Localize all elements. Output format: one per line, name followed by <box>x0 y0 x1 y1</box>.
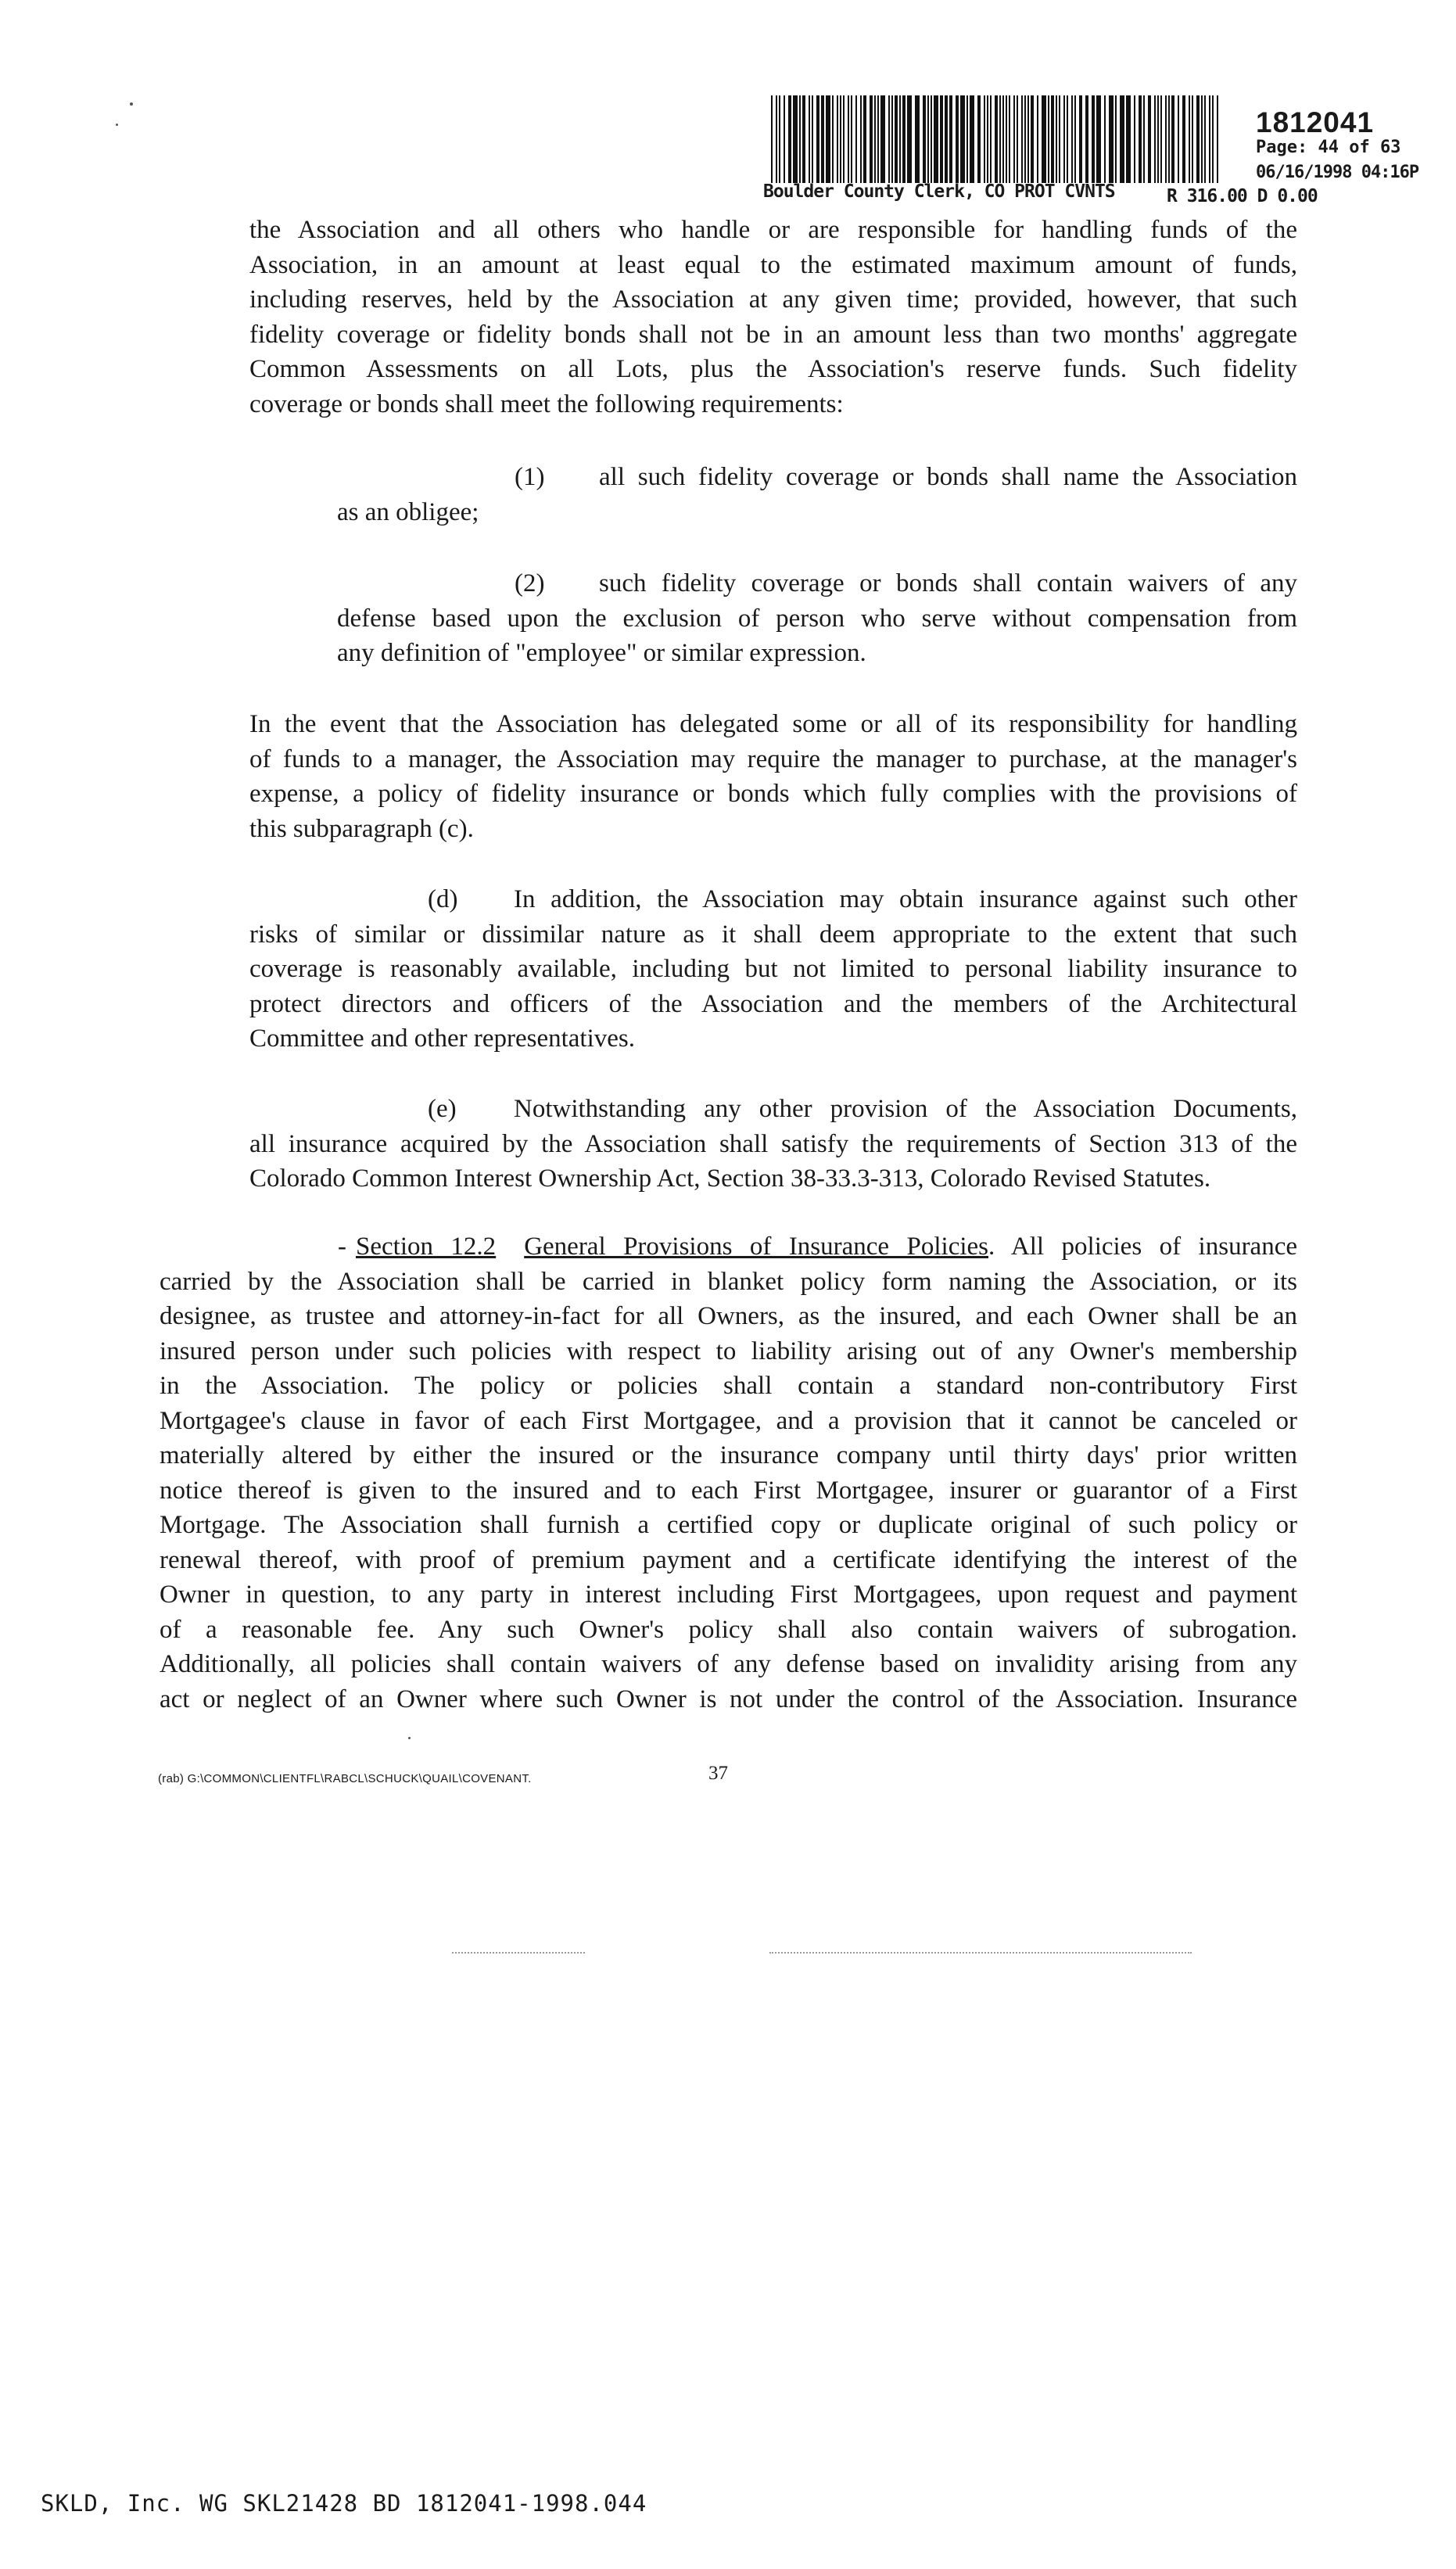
list-item-2: (2) such fidelity coverage or bonds shall contain waivers of any defense based upon the exclusion of person who serve without compensation from any definition of "employee" or similar expression. <box>337 566 1297 671</box>
barcode-bar <box>1017 95 1018 183</box>
barcode-bar <box>1009 95 1010 183</box>
barcode-bar <box>927 95 929 183</box>
barcode-bar <box>1143 95 1145 183</box>
barcode-bar <box>1217 95 1218 183</box>
barcode-bar <box>1120 95 1124 183</box>
barcode-bar <box>1160 95 1162 183</box>
barcode-bar <box>1109 95 1114 183</box>
barcode-bar <box>899 95 901 183</box>
barcode-bar <box>977 95 981 183</box>
section-title: General Provisions of Insurance Policies <box>524 1232 989 1261</box>
clerk-stamp: Boulder County Clerk, CO PROT CVNTS <box>763 181 1115 202</box>
barcode-bar <box>1168 95 1170 183</box>
barcode-bar <box>1115 95 1117 183</box>
barcode-bar <box>837 95 838 183</box>
scan-speck <box>130 102 133 106</box>
item-number: (1) <box>515 463 545 491</box>
document-stamp: SKLD, Inc. WG SKL21428 BD 1812041-1998.044 <box>41 2490 647 2517</box>
recording-datetime: 06/16/1998 04:16P <box>1256 163 1419 182</box>
barcode-bar <box>1002 95 1004 183</box>
barcode-bar <box>970 95 974 183</box>
barcode-bar <box>1212 95 1214 183</box>
barcode-bar <box>821 95 824 183</box>
list-item-1: (1) all such fidelity coverage or bonds shall name the Association as an obligee; <box>337 460 1297 529</box>
paragraph-fidelity-coverage: the Association and all others who handle or are responsible for handling funds of the Association, in an amount at least equal to the estimated maximum amount of funds, including reserves, held by the Association at any given time; provided, however, that such fidelity coverage or fidelity bonds shall not be in an amount less than two months' aggregate Common Assessments on all Lots, plus the Association's reserve funds. Such fidelity coverage or bonds shall meet the following requirements: <box>249 216 1297 418</box>
barcode-bar <box>888 95 890 183</box>
barcode-bar <box>826 95 830 183</box>
barcode-bar <box>956 95 959 183</box>
paragraph-manager-delegation: In the event that the Association has delegated some or all of its responsibility for handling of funds to a manager, the Association may require the manager to purchase, at the manager's expense, a policy of fidelity insurance or bonds which fully complies with the provisions of this subparagraph (c). <box>249 710 1297 843</box>
barcode-bar <box>902 95 906 183</box>
barcode-bar <box>771 95 773 183</box>
barcode-bar <box>1165 95 1167 183</box>
barcode-bar <box>1037 95 1038 183</box>
barcode-bar <box>934 95 938 183</box>
barcode-bar <box>1171 95 1174 183</box>
barcode-bar <box>1051 95 1054 183</box>
barcode-bar <box>1079 95 1082 183</box>
section-12-2: - Section 12.2 General Provisions of Insurance Policies. All policies of insurance carried by the Association shall be carried in blanket policy form naming the Association, or its designee, as trustee and attorney-in-fact for all Owners, as the insured, and each Owner shall be an insured person under such policies with respect to liability arising out of any Owner's membership in the Association. The policy or policies shall contain a standard non-contributory First Mortgagee's clause in favor of each First Mortgagee, and a provision that it cannot be canceled or materially altered by either the insured or the insurance company until thirty days' prior written notice thereof is given to the insured and to each First Mortgagee, insurer or guarantor of a First Mortgage. The Association shall furnish a certified copy or duplicate original of such policy or renewal thereof, with proof of premium payment and a certificate identifying the interest of the Owner in question, to any party in interest including First Mortgagees, upon request and payment of a reasonable fee. Any such Owner's policy shall also contain waivers of subrogation. Additionally, all policies shall contain waivers of any defense based on invalidity arising from any act or neglect of an Owner where such Owner is not under the control of the Association. Insurance <box>160 1232 1297 1713</box>
barcode-bar <box>915 95 920 183</box>
barcode-bar <box>1027 95 1029 183</box>
page-info: Page: 44 of 63 <box>1256 138 1401 157</box>
section-number: Section 12.2 <box>356 1232 497 1261</box>
barcode-bar <box>960 95 965 183</box>
barcode-bar <box>1096 95 1101 183</box>
barcode-bar <box>874 95 876 183</box>
barcode-bar <box>863 95 866 183</box>
barcode-bar <box>966 95 968 183</box>
barcode-bar <box>1104 95 1106 183</box>
barcode-bar <box>1067 95 1068 183</box>
barcode-bar <box>1189 95 1190 183</box>
subparagraph-letter: (e) <box>428 1095 457 1123</box>
barcode-bar <box>1196 95 1200 183</box>
barcode-bar <box>1048 95 1049 183</box>
barcode-bar <box>940 95 943 183</box>
barcode-bar <box>870 95 873 183</box>
scan-artifact-line <box>452 1952 585 1955</box>
barcode-bar <box>1209 95 1210 183</box>
barcode-bar <box>1056 95 1057 183</box>
barcode-bar <box>907 95 912 183</box>
scan-artifact-line <box>769 1952 1192 1955</box>
barcode-bar <box>945 95 948 183</box>
barcode-bar <box>1148 95 1151 183</box>
barcode-bar <box>895 95 898 183</box>
barcode-bar <box>788 95 791 183</box>
item-number: (2) <box>515 569 545 597</box>
barcode-bar <box>855 95 857 183</box>
barcode-bar <box>1085 95 1088 183</box>
barcode-bar <box>1013 95 1015 183</box>
barcode-bar <box>891 95 893 183</box>
barcode-bar <box>923 95 926 183</box>
barcode-bar <box>1042 95 1046 183</box>
barcode-bar <box>931 95 932 183</box>
barcode-bar <box>776 95 777 183</box>
barcode-bar <box>987 95 988 183</box>
barcode-bar <box>832 95 834 183</box>
barcode-bar <box>1074 95 1076 183</box>
barcode-bar <box>793 95 798 183</box>
barcode-bar <box>1192 95 1193 183</box>
barcode-bar <box>1021 95 1023 183</box>
barcode-bar <box>812 95 813 183</box>
barcode-bar <box>1024 95 1026 183</box>
file-path: (rab) G:\COMMON\CLIENTFL\RABCL\SCHUCK\QUAIL\COVENANT. <box>158 1772 532 1785</box>
barcode-bar <box>1201 95 1203 183</box>
barcode-bar <box>995 95 998 183</box>
subparagraph-letter: (d) <box>428 885 458 913</box>
section-mark: - <box>338 1232 346 1261</box>
barcode-bar <box>1063 95 1065 183</box>
barcode-bar <box>799 95 801 183</box>
barcode-bar <box>816 95 819 183</box>
barcode-bar <box>843 95 845 183</box>
barcode-bar <box>984 95 985 183</box>
barcode-bar <box>1154 95 1156 183</box>
barcode-bar <box>1092 95 1095 183</box>
barcode-bar <box>1204 95 1206 183</box>
barcode-bar <box>990 95 992 183</box>
document-number: 1812041 <box>1256 106 1375 138</box>
barcode-bar <box>1059 95 1060 183</box>
barcode-bar <box>1178 95 1179 183</box>
barcode-bar <box>851 95 852 183</box>
barcode-bar <box>848 95 849 183</box>
barcode-bar <box>840 95 841 183</box>
scan-speck <box>116 124 118 126</box>
barcode-bar <box>999 95 1001 183</box>
barcode-bar <box>784 95 785 183</box>
recording-fees: R 316.00 D 0.00 <box>1167 186 1318 206</box>
barcode-bar <box>1182 95 1185 183</box>
barcode-bar <box>877 95 879 183</box>
barcode-image <box>768 95 1221 188</box>
barcode-bar <box>1031 95 1034 183</box>
barcode-bar <box>779 95 780 183</box>
paragraph-e: (e) Notwithstanding any other provision of the Association Documents, all insurance acquired by the Association shall satisfy the requirements of Section 313 of the Colorado Common Interest Ownership Act, Section 38-33.3-313, Colorado Revised Statutes. <box>249 1092 1297 1197</box>
barcode-bar <box>1139 95 1142 183</box>
barcode-bar <box>880 95 885 183</box>
barcode-bar <box>1006 95 1007 183</box>
paragraph-d: (d) In addition, the Association may obtain insurance against such other risks of similar or dissimilar nature as it shall deem appropriate to the extent that such coverage is reasonably available, including but not limited to personal liability insurance to protect directors and officers of the Association and the members of the Architectural Committee and other representatives. <box>249 882 1297 1057</box>
barcode-bar <box>1157 95 1159 183</box>
barcode-bar <box>860 95 862 183</box>
barcode-bar <box>1126 95 1131 183</box>
barcode-bar <box>949 95 952 183</box>
scan-speck <box>408 1737 411 1739</box>
barcode-bar <box>1071 95 1073 183</box>
barcode-bar <box>809 95 810 183</box>
page-number: 37 <box>708 1763 728 1784</box>
barcode-bar <box>802 95 805 183</box>
barcode-bar <box>1134 95 1135 183</box>
